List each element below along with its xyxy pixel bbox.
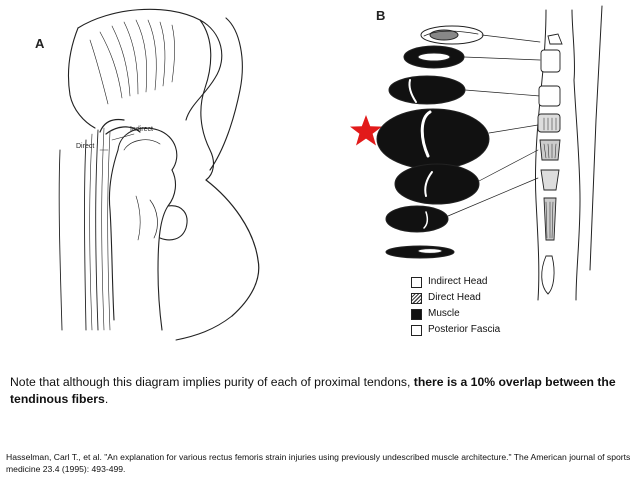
cross-section-1 (421, 26, 483, 44)
panel-b-cross-sections (340, 0, 638, 345)
cross-section-5 (395, 164, 479, 204)
cross-section-6 (386, 206, 448, 232)
hip-anatomy-illustration (0, 0, 282, 345)
note-text: Note that although this diagram implies purity of each of proximal tendons, (10, 375, 414, 389)
panel-a-letter: A (35, 36, 45, 51)
legend-label: Indirect Head (428, 276, 488, 287)
legend-label: Muscle (428, 308, 460, 319)
legend-swatch-hatched (411, 293, 422, 304)
citation: Hasselman, Carl T., et al. "An explanation for various rectus femoris strain injuries using previously undescribed muscle architecture." The American journal of sports medicine 23.4 (1995): 493-499. (6, 452, 631, 474)
legend-label: Posterior Fascia (428, 324, 501, 335)
overlap-note (10, 374, 620, 408)
panel-b-letter: B (376, 8, 386, 23)
indirect-label: Indirect (130, 126, 153, 133)
legend-label: Direct Head (428, 292, 481, 303)
cross-section-7 (386, 246, 454, 258)
cross-section-2 (404, 46, 464, 68)
panel-a-hip-drawing (0, 0, 282, 345)
direct-label: Direct (76, 143, 95, 150)
legend-swatch-white (411, 277, 422, 288)
legend-swatch-white (411, 325, 422, 336)
legend-swatch-solid (411, 309, 422, 320)
note-emphasis: there is a 10% overlap between the tendinous fibers (10, 375, 616, 406)
cross-section-3 (389, 76, 465, 104)
cross-section-4 (377, 109, 489, 169)
legend (411, 276, 551, 340)
note-period: . (104, 392, 109, 406)
